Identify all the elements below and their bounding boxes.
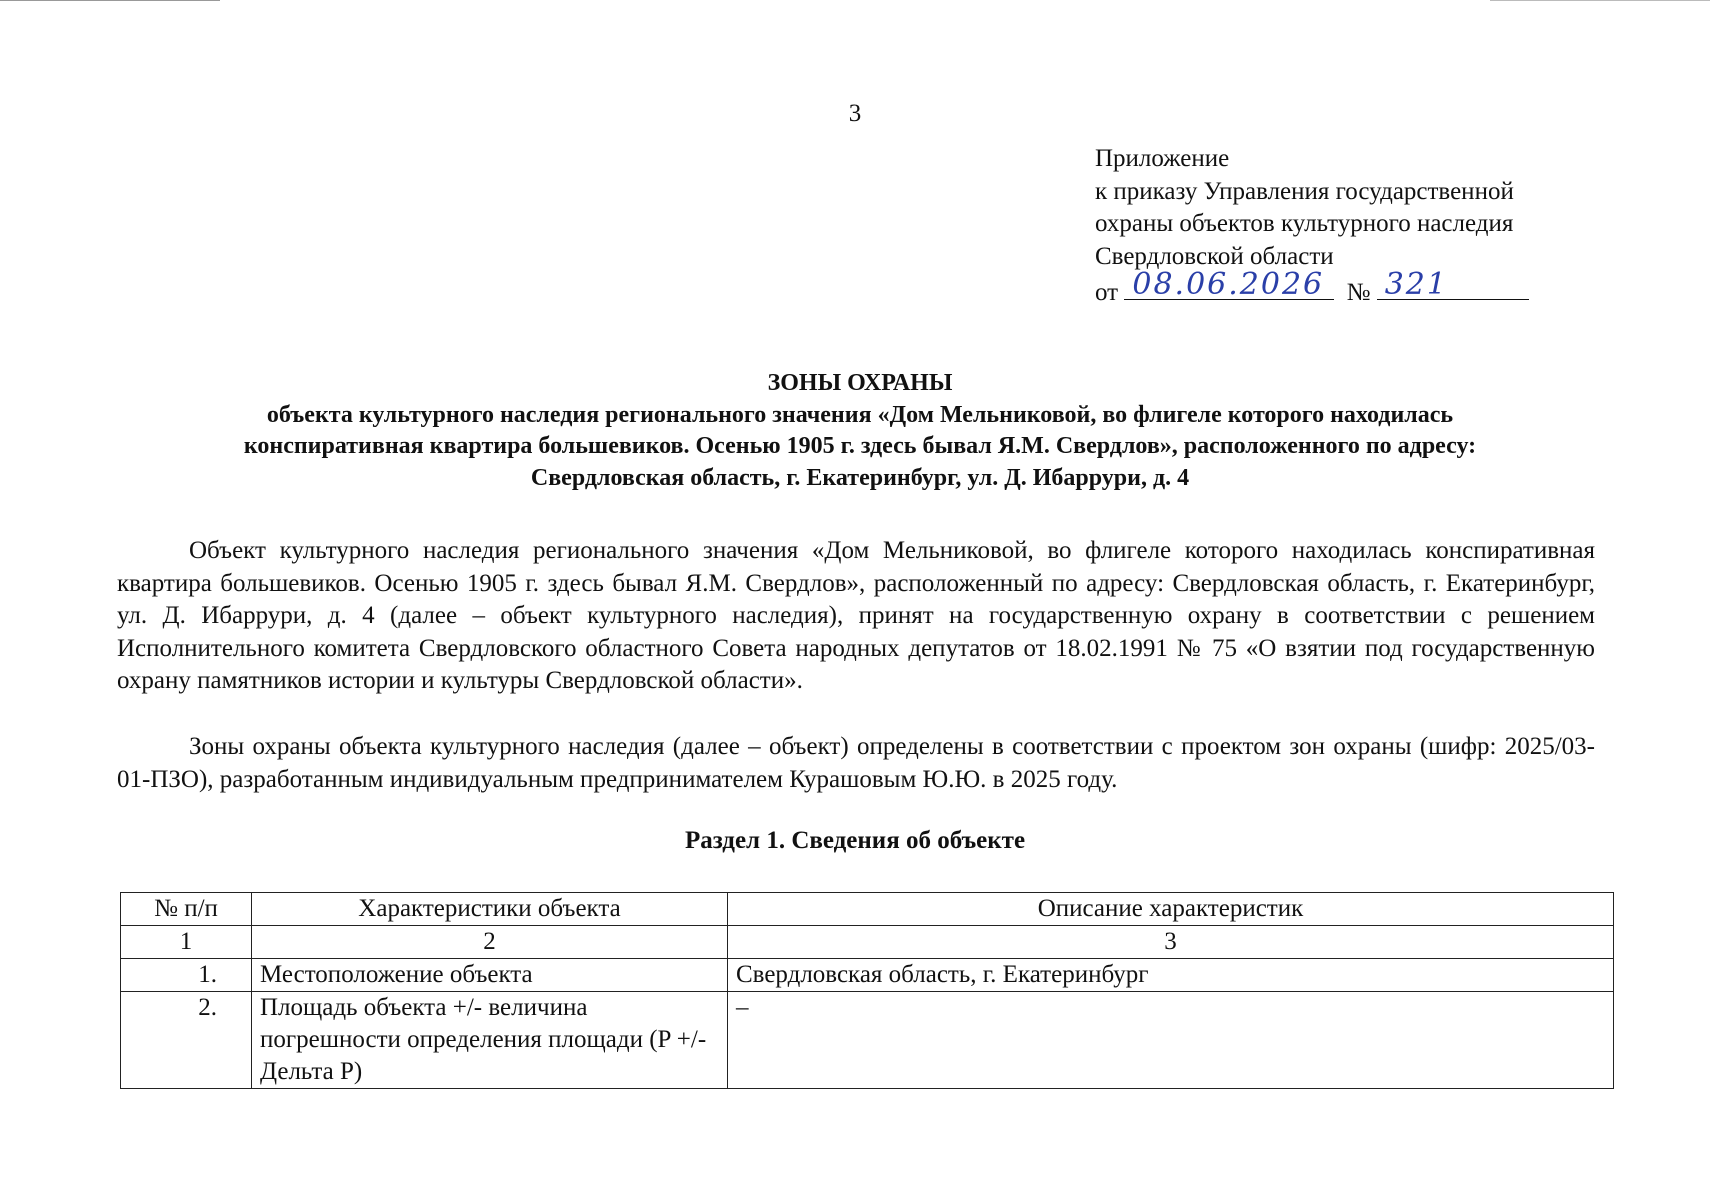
from-label: от bbox=[1095, 279, 1119, 306]
table-row bbox=[121, 959, 1614, 992]
page-number: 3 bbox=[848, 100, 862, 127]
table-header-row bbox=[121, 893, 1614, 926]
order-date-number-line bbox=[1095, 266, 1529, 310]
table-header-cell: Характеристики объекта bbox=[252, 893, 728, 926]
handwritten-number: 321 bbox=[1384, 266, 1448, 302]
appendix-line: Приложение bbox=[1095, 145, 1230, 172]
table-cell: 3 bbox=[728, 926, 1614, 959]
appendix-block bbox=[1095, 143, 1529, 310]
appendix-line: к приказу Управления государственной bbox=[1095, 177, 1514, 205]
table-header-cell: № п/п bbox=[121, 893, 252, 926]
table-cell: Свердловская область, г. Екатеринбург bbox=[728, 959, 1614, 992]
object-info-table bbox=[120, 892, 1614, 1089]
scan-edge-mark bbox=[1490, 0, 1710, 2]
table-cell: 2 bbox=[252, 926, 728, 959]
scan-edge-mark bbox=[0, 0, 220, 2]
table-cell: – bbox=[728, 992, 1614, 1089]
table-cell: 1. bbox=[121, 959, 252, 992]
title-line: Свердловская область, г. Екатеринбург, ул. Д. Ибаррури, д. 4 bbox=[530, 464, 1190, 491]
title-line: объекта культурного наследия регионального значения «Дом Мельниковой, во флигеле которого находилась bbox=[266, 401, 1454, 428]
table-numbering-row bbox=[121, 926, 1614, 959]
appendix-line: Свердловской области bbox=[1095, 242, 1334, 270]
document-title bbox=[110, 368, 1610, 494]
title-line: конспиративная квартира большевиков. Осенью 1905 г. здесь бывал Я.М. Свердлов», расположенного по адресу: bbox=[243, 433, 1477, 459]
section-title: Раздел 1. Сведения об объекте bbox=[684, 827, 1026, 854]
table-cell: 1 bbox=[121, 926, 252, 959]
appendix-line: охраны объектов культурного наследия bbox=[1095, 210, 1514, 237]
table-row bbox=[121, 992, 1614, 1089]
number-field bbox=[1377, 266, 1529, 302]
date-field bbox=[1124, 266, 1334, 302]
table-cell: Площадь объекта +/- величина погрешности определения площади (P +/- Дельта P) bbox=[252, 992, 728, 1089]
body-paragraph-1: Объект культурного наследия регионального значения «Дом Мельниковой, во флигеле которого находилась конспиративная квартира большевиков. Осенью 1905 г. здесь бывал Я.М. Свердлов», расположенный по адресу: Свердловская область, г. Екатеринбург, ул. Д. Ибаррури, д. 4 (далее – объект культурного наследия), принят на государственную охрану в соответствии с решением Исполнительного комитета Свердловского областного Совета народных депутатов от 18.02.1991 № 75 «О взятии под государственную охрану памятников истории и культуры Свердловской области». bbox=[117, 537, 1595, 694]
table-cell: Местоположение объекта bbox=[252, 959, 728, 992]
table-header-cell: Описание характеристик bbox=[728, 893, 1614, 926]
table-cell: 2. bbox=[121, 992, 252, 1089]
handwritten-date: 08.06.2026 bbox=[1132, 266, 1325, 302]
title-heading: ЗОНЫ ОХРАНЫ bbox=[767, 370, 953, 396]
body-paragraph-2: Зоны охраны объекта культурного наследия (далее – объект) определены в соответствии с проектом зон охраны (шифр: 2025/03-01-ПЗО), разработанным индивидуальным предпринимателем Курашовым Ю.Ю. в 2025 году. bbox=[117, 733, 1595, 793]
number-label: № bbox=[1346, 279, 1371, 306]
